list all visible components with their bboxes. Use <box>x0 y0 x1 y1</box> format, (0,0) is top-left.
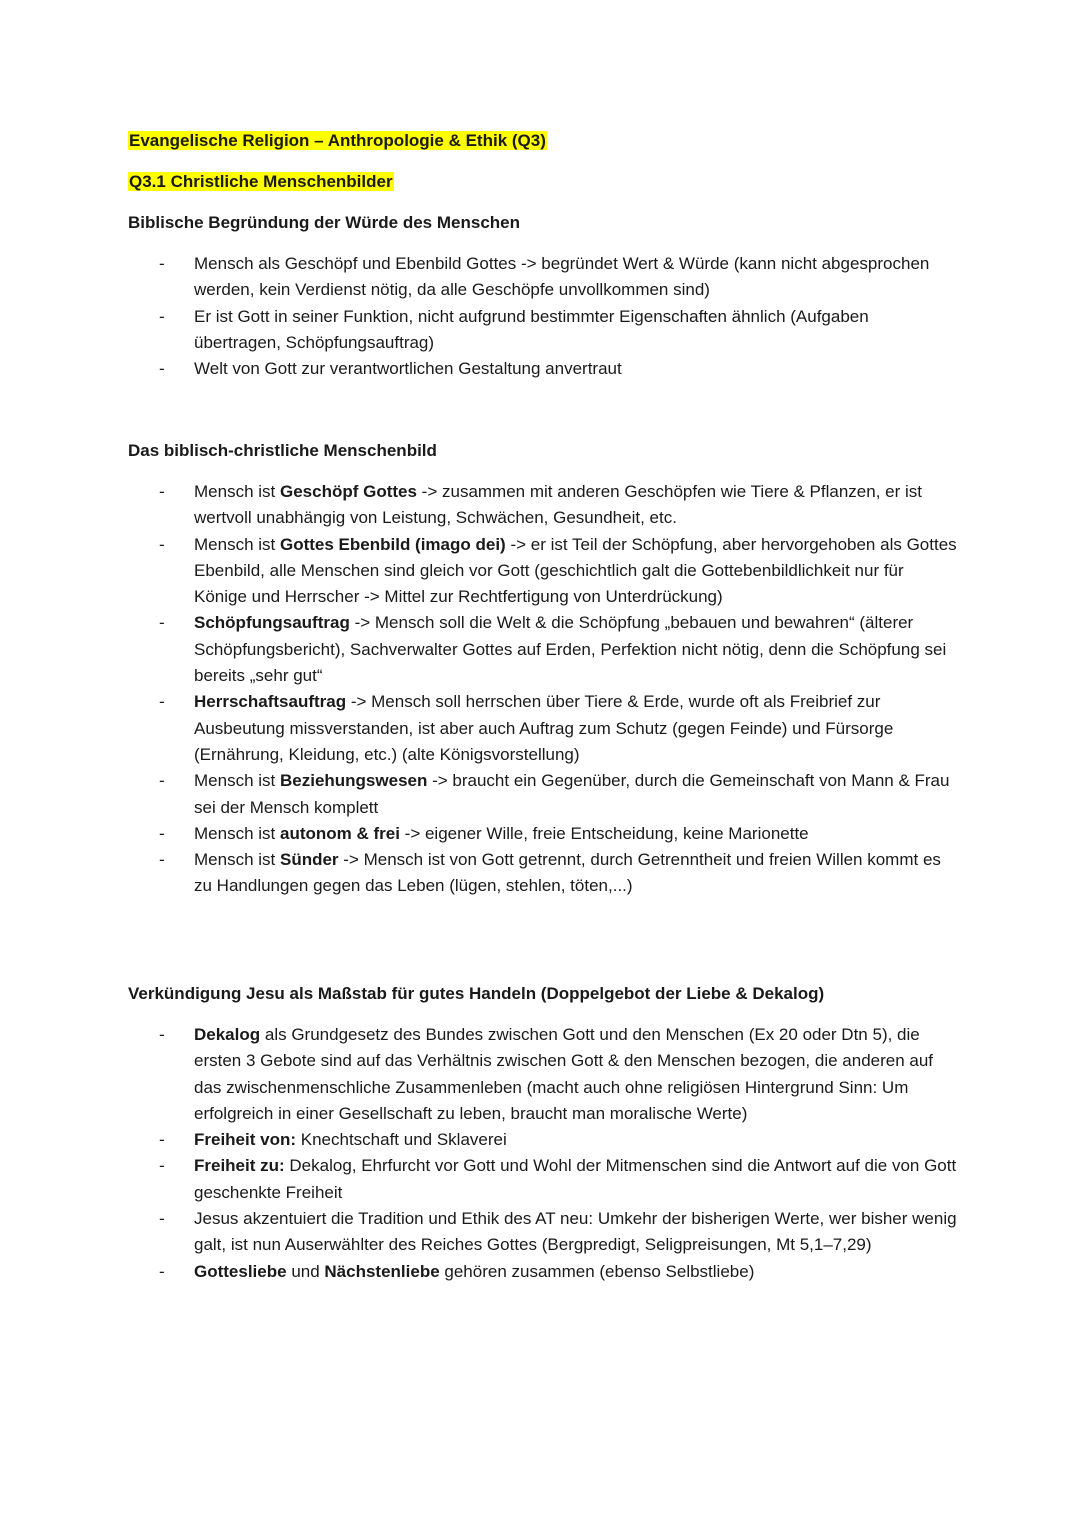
document-title <box>128 130 547 152</box>
item-text: -> zusammen mit anderen Geschöpfen wie Tiere & Pflanzen, er ist wertvoll unabhängig von Leistung, Schwächen, Gesundheit, etc. <box>194 482 922 528</box>
bullet-list <box>128 479 958 900</box>
bullet-dash: - <box>159 1156 165 1176</box>
list-item <box>128 251 958 304</box>
bullet-list <box>128 251 958 382</box>
bold-term: Gottes Ebenbild (imago dei) <box>279 534 506 554</box>
list-item <box>128 1259 958 1285</box>
item-text: -> Mensch soll die Welt & die Schöpfung „bebauen und bewahren“ (älterer Schöpfungsbericht), Sachverwalter Gottes auf Erden, Perfektion nicht nötig, denn die Schöpfung sei bereits „sehr gut“ <box>194 613 947 686</box>
bold-term: Beziehungswesen <box>279 771 428 791</box>
bold-term: Freiheit von: <box>194 1130 297 1150</box>
item-text: Mensch ist <box>194 850 280 870</box>
bullet-dash: - <box>159 1209 165 1229</box>
bullet-dash: - <box>159 1261 165 1281</box>
item-text: -> braucht ein Gegenüber, durch die Gemeinschaft von Mann & Frau sei der Mensch komplett <box>194 771 950 817</box>
list-item <box>128 1153 958 1206</box>
bold-term: Dekalog <box>194 1025 261 1044</box>
bold-term: autonom & frei <box>279 823 400 843</box>
item-text: -> Mensch ist von Gott getrennt, durch Getrenntheit und freien Willen kommt es zu Handlungen gegen das Leben (lügen, stehlen, töten,...) <box>194 850 941 896</box>
item-text: als Grundgesetz des Bundes zwischen Gott und den Menschen (Ex 20 oder Dtn 5), die ersten 3 Gebote sind auf das Verhältnis zwischen Gott & den Menschen bezogen, die anderen auf das zwischenmenschliche Zusammenleben (macht auch ohne religiösen Hintergrund Sinn: Um erfolgreich in einer Gesellschaft zu leben, braucht man moralische Werte) <box>194 1025 934 1123</box>
item-text: Mensch ist <box>194 482 280 501</box>
list-item <box>128 610 958 689</box>
list-item <box>128 356 958 382</box>
list-item <box>128 768 958 821</box>
item-text: Mensch ist <box>194 771 280 791</box>
list-item <box>128 1206 958 1259</box>
heading-verkuendigung-jesu: Verkündigung Jesu als Maßstab für gutes Handeln (Doppelgebot der Liebe & Dekalog) <box>128 984 825 1003</box>
item-text: -> er ist Teil der Schöpfung, aber hervorgehoben als Gottes Ebenbild, alle Menschen sind gleich vor Gott (geschichtlich galt die Gottebenbildlichkeit nur für Könige und Herrscher -> Mittel zur Rechtfertigung von Unterdrückung) <box>194 534 957 607</box>
item-text: Er ist Gott in seiner Funktion, nicht aufgrund bestimmter Eigenschaften ähnlich (Aufgaben übertragen, Schöpfungsauftrag) <box>194 306 869 352</box>
item-text: Mensch als Geschöpf und Ebenbild Gottes -> begründet Wert & Würde (kann nicht abgesprochen werden, kein Verdienst nötig, da alle Geschöpfe unvollkommen sind) <box>194 254 930 300</box>
list-item <box>128 1022 958 1127</box>
bullet-list <box>128 1022 958 1285</box>
bullet-dash: - <box>159 1130 165 1150</box>
bullet-dash: - <box>159 306 165 326</box>
bullet-dash: - <box>159 482 165 501</box>
item-text: und <box>286 1261 325 1281</box>
bold-term: Geschöpf Gottes <box>279 482 417 501</box>
item-text: Welt von Gott zur verantwortlichen Gestaltung anvertraut <box>194 359 622 379</box>
item-text: Knechtschaft und Sklaverei <box>296 1130 507 1150</box>
list-item <box>128 532 958 611</box>
item-text: Mensch ist <box>194 823 280 843</box>
heading-menschenbild: Das biblisch-christliche Menschenbild <box>128 441 437 460</box>
bullet-dash: - <box>159 359 165 379</box>
bullet-dash: - <box>159 771 165 791</box>
bold-term: Schöpfungsauftrag <box>194 613 350 633</box>
item-text: Dekalog, Ehrfurcht vor Gott und Wohl der Mitmenschen sind die Antwort auf die von Gott geschenkte Freiheit <box>194 1156 957 1202</box>
list-item <box>128 304 958 357</box>
bullet-dash: - <box>159 850 165 870</box>
bullet-dash: - <box>159 613 165 633</box>
list-item <box>128 821 958 847</box>
list-item <box>128 689 958 768</box>
bullet-dash: - <box>159 823 165 843</box>
list-item <box>128 479 958 532</box>
item-text: Jesus akzentuiert die Tradition und Ethik des AT neu: Umkehr der bisherigen Werte, wer bisher wenig galt, ist nun Auserwählter des Reiches Gottes (Bergpredigt, Seligpreisungen, Mt 5,1–7,29) <box>194 1209 957 1255</box>
item-text: Mensch ist <box>194 534 280 554</box>
item-text: -> eigener Wille, freie Entscheidung, keine Marionette <box>399 823 809 843</box>
bold-term: Gottesliebe <box>194 1261 287 1281</box>
item-text: -> Mensch soll herrschen über Tiere & Erde, wurde oft als Freibrief zur Ausbeutung missverstanden, ist aber auch Auftrag zum Schutz (gegen Feinde) und Fürsorge (Ernährung, Kleidung, etc.) (alte Königsvorstellung) <box>194 692 894 764</box>
bold-term: Nächstenliebe <box>324 1261 440 1281</box>
section-title <box>128 171 394 193</box>
list-item <box>128 847 958 900</box>
bullet-dash: - <box>159 534 165 554</box>
item-text: gehören zusammen (ebenso Selbstliebe) <box>439 1261 755 1281</box>
bullet-dash: - <box>159 692 165 712</box>
title-highlight: Evangelische Religion – Anthropologie & Ethik (Q3) <box>129 131 546 150</box>
bold-term: Herrschaftsauftrag <box>194 692 347 712</box>
bold-term: Freiheit zu: <box>194 1156 285 1176</box>
bold-term: Sünder <box>279 850 339 870</box>
list-item <box>128 1127 958 1153</box>
heading-biblische-begruendung: Biblische Begründung der Würde des Menschen <box>128 213 520 232</box>
bullet-dash: - <box>159 1025 165 1044</box>
section-highlight: Q3.1 Christliche Menschenbilder <box>129 172 393 191</box>
bullet-dash: - <box>159 254 165 273</box>
